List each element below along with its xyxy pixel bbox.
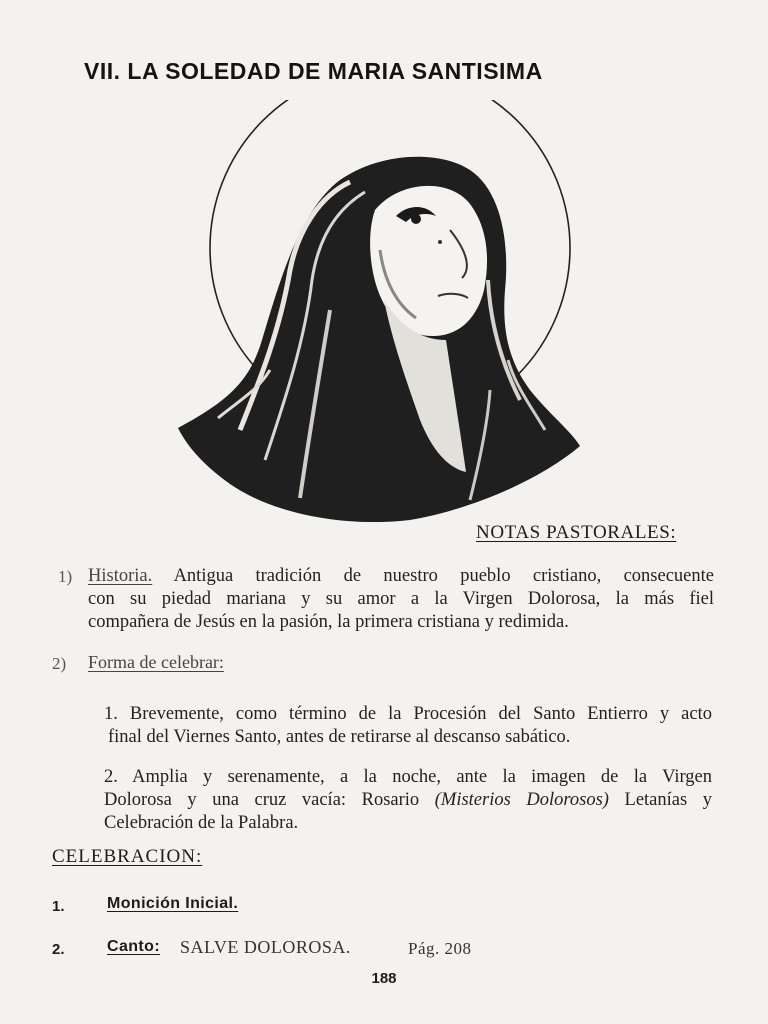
step-number: 2. (52, 941, 65, 958)
paragraph-line: compañera de Jesús en la pasión, la primera cristiana y redimida. (88, 612, 569, 632)
forma-de-celebrar-heading: Forma de celebrar: (88, 652, 224, 672)
page-reference: Pág. 208 (408, 939, 472, 958)
page-title: VII. LA SOLEDAD DE MARIA SANTISIMA (84, 58, 543, 84)
step-number: 1. (52, 898, 65, 915)
virgin-mary-illustration (170, 100, 590, 530)
paragraph-line: Celebración de la Palabra. (104, 813, 299, 833)
paragraph-line (104, 789, 712, 812)
sub-item-2 (104, 766, 712, 835)
paragraph-line (88, 565, 714, 588)
item-number: 1) (58, 567, 73, 586)
historia-paragraph (88, 565, 714, 634)
paragraph-text: Letanías y (608, 790, 713, 810)
celebracion-heading: CELEBRACION: (52, 846, 203, 867)
paragraph-text: Dolorosa y una cruz vacía: Rosario (104, 790, 435, 810)
paragraph-line: 2. Amplia y serenamente, a la noche, ante la imagen de la Virgen (104, 767, 712, 787)
notas-pastorales-heading: NOTAS PASTORALES: (476, 522, 677, 543)
paragraph-line: 1. Brevemente, como término de la Procesión del Santo Entierro y acto (104, 704, 712, 724)
misterios-italic: (Misterios Dolorosos) (434, 790, 609, 810)
page-number: 188 (371, 970, 397, 987)
monicion-inicial: Monición Inicial. (107, 895, 239, 912)
paragraph-text: Antigua tradición de nuestro pueblo cristiano, consecuente (173, 566, 714, 586)
sub-item-1 (104, 703, 712, 749)
item-number: 2) (52, 654, 67, 673)
historia-heading: Historia. (88, 566, 153, 586)
paragraph-line: con su piedad mariana y su amor a la Virgen Dolorosa, la más fiel (88, 589, 714, 609)
canto-label: Canto: (107, 938, 161, 955)
paragraph-line: final del Viernes Santo, antes de retirarse al descanso sabático. (108, 727, 571, 747)
canto-title: SALVE DOLOROSA. (180, 937, 351, 957)
